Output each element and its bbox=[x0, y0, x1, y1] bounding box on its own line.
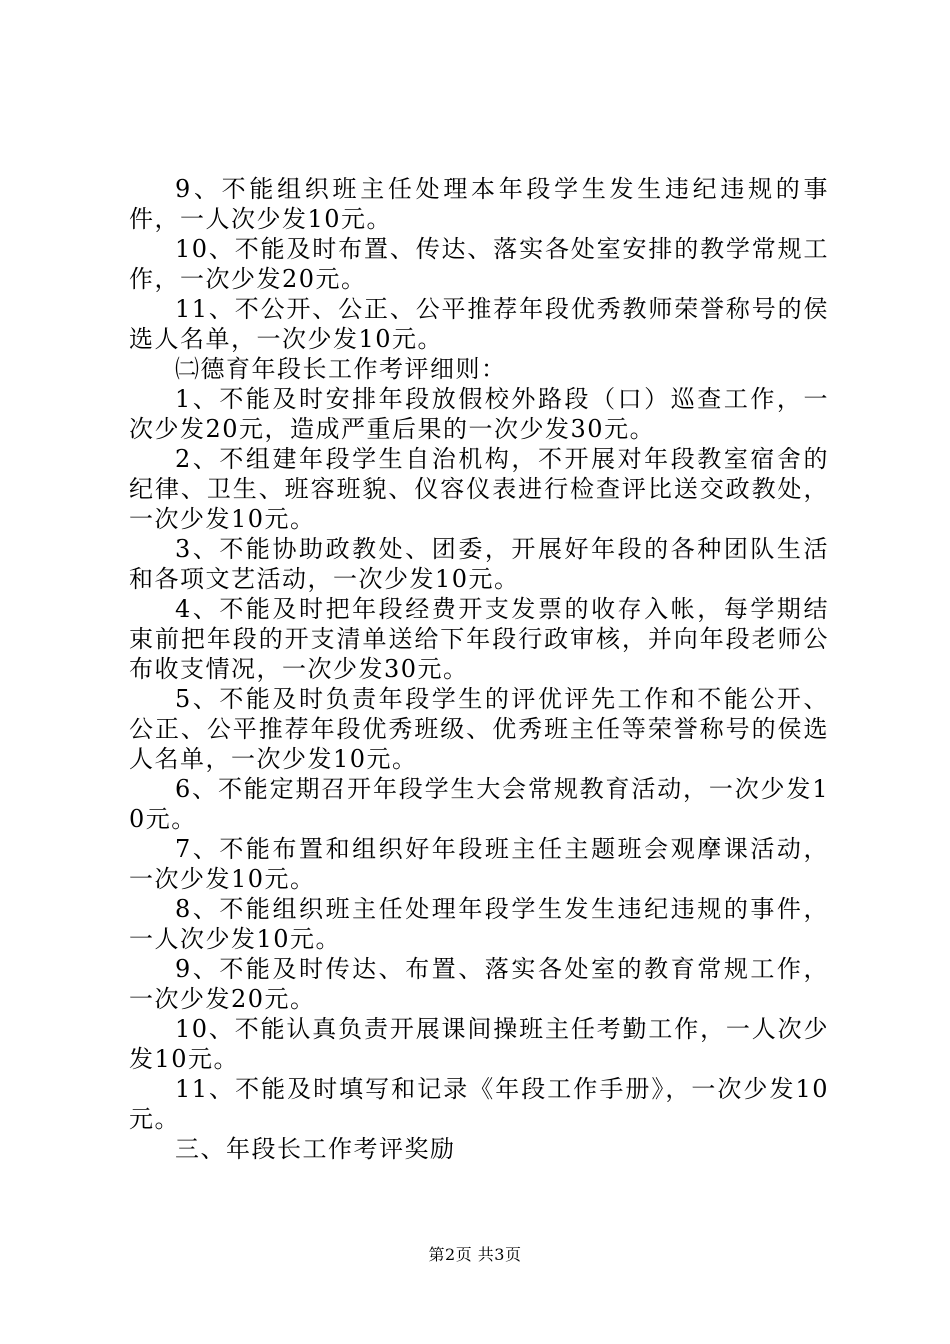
paragraph: 10、不能及时布置、传达、落实各处室安排的教学常规工作，一次少发20元。 bbox=[129, 235, 829, 293]
paragraph: 9、不能及时传达、布置、落实各处室的教育常规工作，一次少发20元。 bbox=[129, 955, 829, 1013]
paragraph: 3、不能协助政教处、团委，开展好年段的各种团队生活和各项文艺活动，一次少发10元。 bbox=[129, 535, 829, 593]
paragraph: 11、不公开、公正、公平推荐年段优秀教师荣誉称号的侯选人名单，一次少发10元。 bbox=[129, 295, 829, 353]
paragraph: 9、不能组织班主任处理本年段学生发生违纪违规的事件，一人次少发10元。 bbox=[129, 175, 829, 233]
paragraph: 7、不能布置和组织好年段班主任主题班会观摩课活动，一次少发10元。 bbox=[129, 835, 829, 893]
page-number: 第2页 共3页 bbox=[428, 1245, 522, 1264]
document-body bbox=[129, 174, 829, 1164]
paragraph: 4、不能及时把年段经费开支发票的收存入帐，每学期结束前把年段的开支清单送给下年段行政审核，并向年段老师公布收支情况，一次少发30元。 bbox=[129, 595, 829, 683]
paragraph: 6、不能定期召开年段学生大会常规教育活动，一次少发10元。 bbox=[129, 775, 829, 833]
section-heading: 三、年段长工作考评奖励 bbox=[175, 1135, 456, 1163]
paragraph: 5、不能及时负责年段学生的评优评先工作和不能公开、公正、公平推荐年段优秀班级、优秀班主任等荣誉称号的侯选人名单，一次少发10元。 bbox=[129, 685, 829, 773]
paragraph: 11、不能及时填写和记录《年段工作手册》，一次少发10元。 bbox=[129, 1075, 829, 1133]
section-heading: ㈡德育年段长工作考评细则： bbox=[175, 355, 507, 383]
paragraph: 2、不组建年段学生自治机构，不开展对年段教室宿舍的纪律、卫生、班容班貌、仪容仪表进行检查评比送交政教处，一次少发10元。 bbox=[129, 445, 829, 533]
paragraph: 1、不能及时安排年段放假校外路段（口）巡查工作，一次少发20元，造成严重后果的一次少发30元。 bbox=[129, 385, 829, 443]
paragraph: 10、不能认真负责开展课间操班主任考勤工作，一人次少发10元。 bbox=[129, 1015, 829, 1073]
paragraph: 8、不能组织班主任处理年段学生发生违纪违规的事件，一人次少发10元。 bbox=[129, 895, 829, 953]
